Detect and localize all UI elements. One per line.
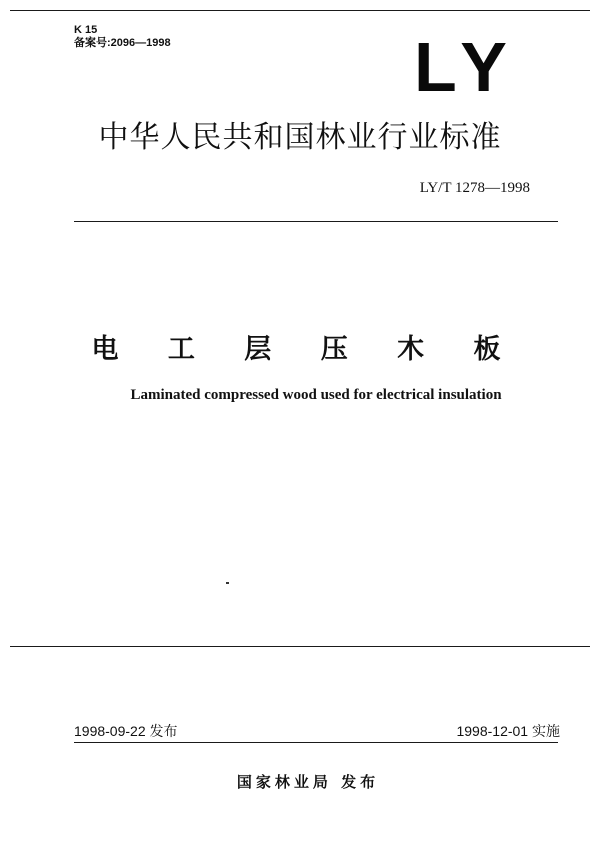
lower-rule [10, 646, 590, 647]
issue-date: 1998-09-22 发布 [74, 723, 178, 739]
publisher: 国家林业局 发布 [236, 773, 380, 791]
footer-rule [74, 742, 558, 743]
top-rule [10, 10, 590, 11]
standard-type-heading: 中华人民共和国林业行业标准 [98, 120, 502, 155]
ly-logo: LY [413, 28, 517, 106]
document-title-zh: 电 工 层 压 木 板 [91, 334, 521, 365]
implementation-date: 1998-12-01 实施 [456, 723, 560, 739]
record-number: 备案号:2096—1998 [74, 37, 171, 49]
document-title-en: Laminated compressed wood used for electrical insulation [130, 387, 502, 403]
classification-code: K 15 [74, 24, 98, 36]
classification-block [74, 24, 171, 50]
header-rule [74, 221, 558, 222]
standard-number: LY/T 1278—1998 [419, 180, 530, 196]
scan-speck [226, 582, 229, 584]
